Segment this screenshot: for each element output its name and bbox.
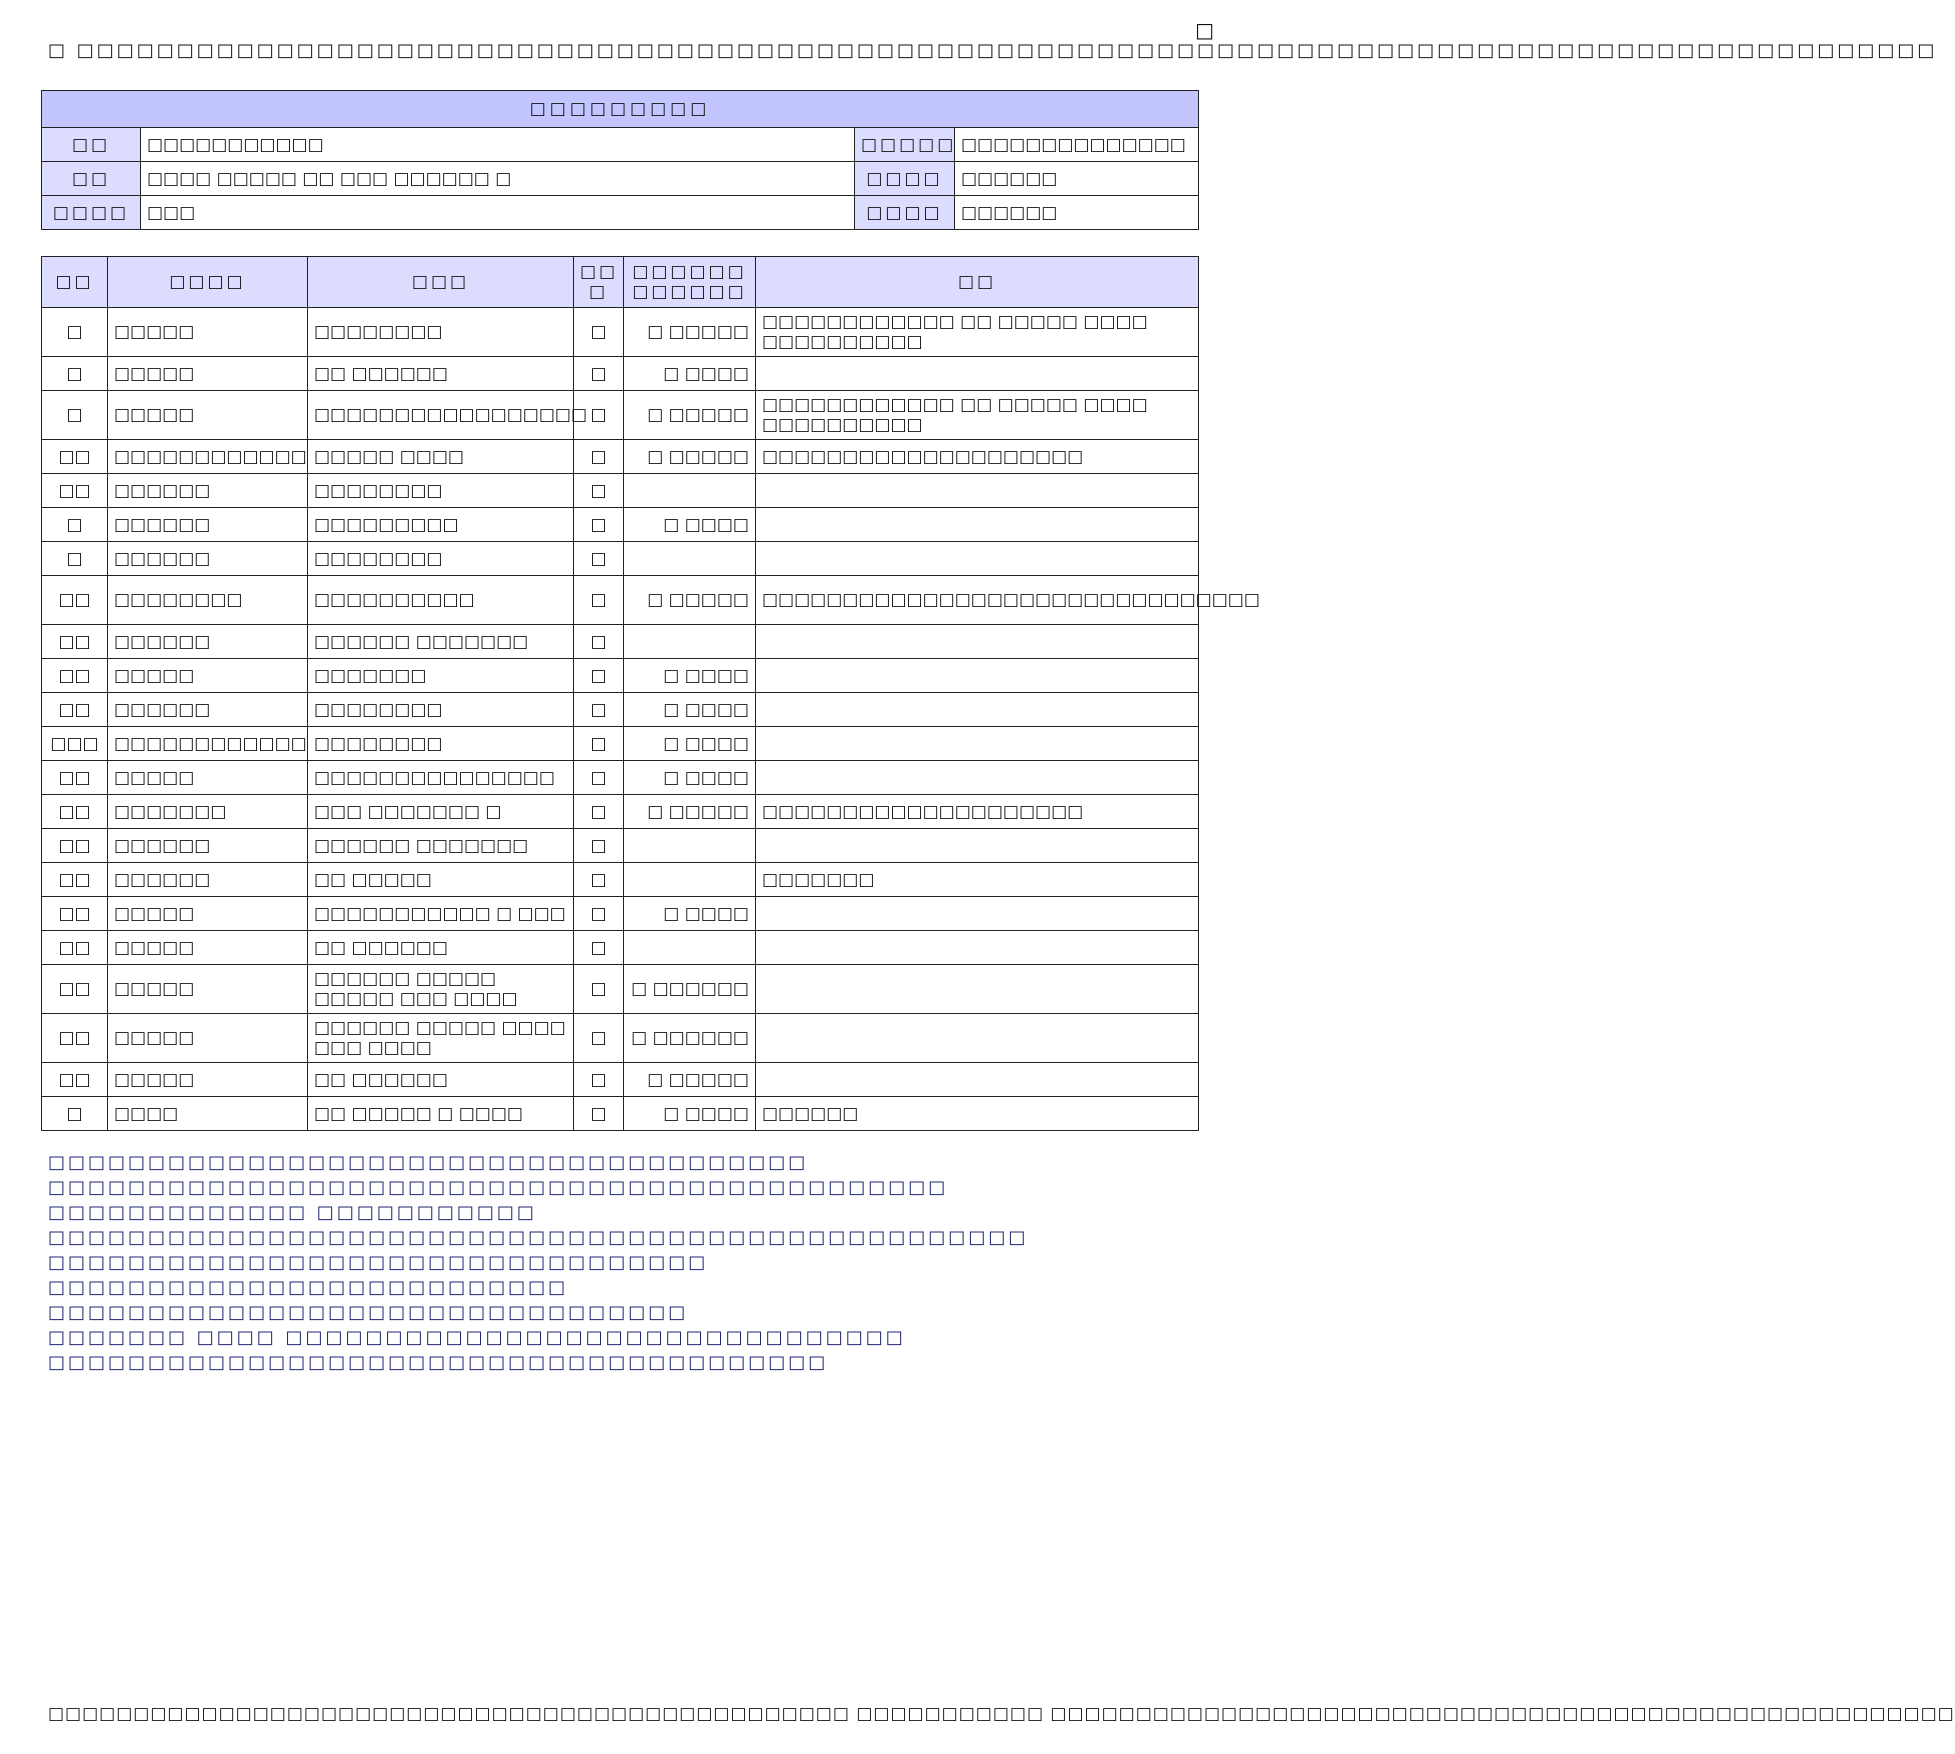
info-value-2: □□□□□□ <box>955 162 1199 196</box>
cell-no: □□ <box>42 863 108 897</box>
cell-name: □□ □□□□□ <box>308 863 574 897</box>
cell-code: □□□□□□ <box>108 693 308 727</box>
table-row <box>42 391 1199 440</box>
cell-no: □ <box>42 391 108 440</box>
cell-code: □□□□□ <box>108 761 308 795</box>
cell-name: □□ □□□□□□ <box>308 931 574 965</box>
cell-price: □ □□□□□ <box>624 795 756 829</box>
page-number: □ <box>1195 18 1214 42</box>
table-row <box>42 761 1199 795</box>
note-line: □□□□□□□□□□□□□□□□□□□□□□□□□□□□□□□□□□□□□□ <box>48 1152 809 1173</box>
cell-price: □ □□□□ <box>624 693 756 727</box>
cell-name: □□□ □□□□□□□ □ <box>308 795 574 829</box>
table-row <box>42 863 1199 897</box>
cell-name: □□□□□□□□ <box>308 308 574 357</box>
cell-code: □□□□□ <box>108 357 308 391</box>
cell-qty: □ <box>574 474 624 508</box>
cell-note: □□□□□□□ <box>756 863 1199 897</box>
cell-note <box>756 931 1199 965</box>
cell-note <box>756 625 1199 659</box>
info-table-title: □□□□□□□□□ <box>42 91 1199 128</box>
table-row <box>42 576 1199 625</box>
cell-note <box>756 829 1199 863</box>
cell-code: □□□□□□□ <box>108 795 308 829</box>
cell-price <box>624 542 756 576</box>
table-row <box>42 659 1199 693</box>
cell-note <box>756 897 1199 931</box>
cell-name: □□□□□□□□□□□□□□□□□ <box>308 391 574 440</box>
cell-note: □□□□□□□□□□□□□□□□□□□□ <box>756 440 1199 474</box>
cell-code: □□□□□□ <box>108 474 308 508</box>
info-label-2: □□□□ <box>855 162 955 196</box>
cell-code: □□□□□ <box>108 897 308 931</box>
cell-price: □ □□□□ <box>624 1097 756 1131</box>
table-row <box>42 931 1199 965</box>
info-value: □□□□ □□□□□ □□ □□□ □□□□□□ □ <box>141 162 855 196</box>
cell-code: □□□□□ <box>108 965 308 1014</box>
table-row <box>42 795 1199 829</box>
cell-no: □ <box>42 357 108 391</box>
table-row <box>42 542 1199 576</box>
col-header-code: □□□□ <box>108 257 308 308</box>
items-header-row <box>42 257 1199 308</box>
note-line: □□□□□□□□□□□□□□□□□□□□□□□□□□□□□□□□□□□□□□□ <box>48 1352 829 1373</box>
cell-no: □□ <box>42 897 108 931</box>
cell-note <box>756 727 1199 761</box>
cell-qty: □ <box>574 897 624 931</box>
cell-no: □□ <box>42 1063 108 1097</box>
cell-code: □□□□□□ <box>108 829 308 863</box>
note-line: □□□□□□□□□□□□□□□□□□□□□□□□□□□□□□□□□□□□□□□□□□□□□ <box>48 1177 949 1198</box>
cell-price: □ □□□□□ <box>624 576 756 625</box>
cell-code: □□□□□□ <box>108 625 308 659</box>
cell-note <box>756 761 1199 795</box>
cell-name: □□□□□□□□ <box>308 727 574 761</box>
cell-code: □□□□□ <box>108 931 308 965</box>
cell-qty: □ <box>574 965 624 1014</box>
table-row <box>42 1097 1199 1131</box>
cell-qty: □ <box>574 576 624 625</box>
cell-note <box>756 474 1199 508</box>
cell-note: □□□□□□□□□□□□□□□□□□□□□□□□□□□□□□□ <box>756 576 1199 625</box>
col-header-no: □□ <box>42 257 108 308</box>
cell-qty: □ <box>574 829 624 863</box>
cell-code: □□□□□□□□ <box>108 576 308 625</box>
info-value: □□□ <box>141 196 855 230</box>
note-line: □□□□□□□□□□□□□ □□□□□□□□□□□ <box>48 1202 537 1223</box>
info-label: □□ <box>42 128 141 162</box>
cell-price: □ □□□□ <box>624 727 756 761</box>
cell-no: □ <box>42 542 108 576</box>
cell-code: □□□□ <box>108 1097 308 1131</box>
cell-price: □ □□□□ <box>624 761 756 795</box>
cell-code: □□□□□□□□□□□□ <box>108 727 308 761</box>
cell-price: □ □□□□□ <box>624 440 756 474</box>
cell-price: □ □□□□□□ <box>624 965 756 1014</box>
note-line: □□□□□□□□□□□□□□□□□□□□□□□□□□ <box>48 1277 569 1298</box>
cell-no: □□ <box>42 576 108 625</box>
cell-name: □□□□□□ □□□□□ □□□□□ □□□ □□□□ <box>308 965 574 1014</box>
cell-price <box>624 625 756 659</box>
table-row <box>42 625 1199 659</box>
cell-price <box>624 474 756 508</box>
table-row <box>42 474 1199 508</box>
cell-note <box>756 542 1199 576</box>
note-line: □□□□□□□□□□□□□□□□□□□□□□□□□□□□□□□□□□□□□□□□□□□□□□□□□ <box>48 1227 1029 1248</box>
cell-note: □□□□□□□□□□□□□□□□□□□□ <box>756 795 1199 829</box>
cell-no: □□ <box>42 795 108 829</box>
cell-price: □ □□□□ <box>624 357 756 391</box>
cell-code: □□□□□□ <box>108 542 308 576</box>
cell-note <box>756 1063 1199 1097</box>
cell-price: □ □□□□ <box>624 659 756 693</box>
cell-price: □ □□□□□□ <box>624 1014 756 1063</box>
cell-qty: □ <box>574 357 624 391</box>
info-value: □□□□□□□□□□□ <box>141 128 855 162</box>
cell-name: □□□□□□ □□□□□□□ <box>308 625 574 659</box>
note-line: □□□□□□□□□□□□□□□□□□□□□□□□□□□□□□□□□ <box>48 1252 709 1273</box>
cell-price: □ □□□□□ <box>624 1063 756 1097</box>
info-value-2: □□□□□□ <box>955 196 1199 230</box>
cell-name: □□ □□□□□ □ □□□□ <box>308 1097 574 1131</box>
table-row <box>42 508 1199 542</box>
cell-name: □□□□□□□□□ <box>308 508 574 542</box>
info-row <box>42 162 1199 196</box>
cell-name: □□ □□□□□□ <box>308 357 574 391</box>
cell-no: □□ <box>42 965 108 1014</box>
col-header-qty: □□ □ <box>574 257 624 308</box>
table-row <box>42 693 1199 727</box>
cell-no: □□ <box>42 931 108 965</box>
cell-qty: □ <box>574 659 624 693</box>
info-table <box>41 90 1199 230</box>
table-row <box>42 727 1199 761</box>
col-header-note: □□ <box>756 257 1199 308</box>
document-header-line: □ □□□□□□□□□□□□□□□□□□□□□□□□□□□□□□□□□□□□□□□□□□□□□□□□□□□□□□□□□□□□□□□□□□□□□□□□□□□□□□□□□□□□□□□□□□□□□ <box>48 40 1938 61</box>
table-row <box>42 308 1199 357</box>
cell-qty: □ <box>574 693 624 727</box>
info-row <box>42 196 1199 230</box>
info-label: □□□□ <box>42 196 141 230</box>
cell-qty: □ <box>574 727 624 761</box>
cell-name: □□□□□□ □□□□□ □□□□ □□□ □□□□ <box>308 1014 574 1063</box>
cell-note <box>756 1014 1199 1063</box>
cell-note <box>756 965 1199 1014</box>
table-row <box>42 357 1199 391</box>
cell-qty: □ <box>574 625 624 659</box>
cell-name: □□□□□□□□ <box>308 693 574 727</box>
cell-price <box>624 863 756 897</box>
cell-note <box>756 357 1199 391</box>
cell-no: □□ <box>42 474 108 508</box>
cell-note: □□□□□□□□□□□□ □□ □□□□□ □□□□ □□□□□□□□□□ <box>756 391 1199 440</box>
cell-name: □□□□□□□□□□□ □ □□□ <box>308 897 574 931</box>
cell-name: □□□□□□□□ <box>308 474 574 508</box>
cell-code: □□□□□ <box>108 1063 308 1097</box>
cell-note <box>756 693 1199 727</box>
cell-price <box>624 829 756 863</box>
table-row <box>42 1014 1199 1063</box>
cell-name: □□□□□□□□□□□□□□□ <box>308 761 574 795</box>
cell-no: □□ <box>42 625 108 659</box>
cell-name: □□□□□ □□□□ <box>308 440 574 474</box>
note-line: □□□□□□□□□□□□□□□□□□□□□□□□□□□□□□□□ <box>48 1302 689 1323</box>
cell-price: □ □□□□ <box>624 897 756 931</box>
cell-no: □□ <box>42 1014 108 1063</box>
cell-qty: □ <box>574 1097 624 1131</box>
info-row <box>42 128 1199 162</box>
cell-no: □□ <box>42 761 108 795</box>
cell-no: □ <box>42 308 108 357</box>
items-body <box>42 308 1260 1131</box>
cell-code: □□□□□ <box>108 308 308 357</box>
table-row <box>42 965 1199 1014</box>
cell-name: □□□□□□□□ <box>308 542 574 576</box>
cell-qty: □ <box>574 1014 624 1063</box>
cell-no: □□□ <box>42 727 108 761</box>
cell-code: □□□□□□ <box>108 508 308 542</box>
cell-no: □□ <box>42 829 108 863</box>
cell-no: □ <box>42 508 108 542</box>
cell-qty: □ <box>574 308 624 357</box>
info-value-2: □□□□□□□□□□□□□□ <box>955 128 1199 162</box>
cell-code: □□□□□□ <box>108 863 308 897</box>
cell-code: □□□□□ <box>108 659 308 693</box>
note-line: □□□□□□□ □□□□ □□□□□□□□□□□□□□□□□□□□□□□□□□□□□□□ <box>48 1327 906 1348</box>
cell-no: □□ <box>42 659 108 693</box>
cell-note: □□□□□□□□□□□□ □□ □□□□□ □□□□ □□□□□□□□□□ <box>756 308 1199 357</box>
cell-name: □□ □□□□□□ <box>308 1063 574 1097</box>
table-row <box>42 1063 1199 1097</box>
cell-code: □□□□□ <box>108 391 308 440</box>
cell-note <box>756 508 1199 542</box>
cell-name: □□□□□□□□□□ <box>308 576 574 625</box>
cell-qty: □ <box>574 795 624 829</box>
cell-name: □□□□□□□ <box>308 659 574 693</box>
cell-qty: □ <box>574 931 624 965</box>
cell-qty: □ <box>574 391 624 440</box>
table-row <box>42 829 1199 863</box>
table-row <box>42 440 1199 474</box>
cell-note: □□□□□□ <box>756 1097 1199 1131</box>
info-label: □□ <box>42 162 141 196</box>
cell-price: □ □□□□ <box>624 508 756 542</box>
cell-name: □□□□□□ □□□□□□□ <box>308 829 574 863</box>
cell-qty: □ <box>574 508 624 542</box>
cell-no: □ <box>42 1097 108 1131</box>
cell-code: □□□□□ <box>108 1014 308 1063</box>
items-table <box>41 256 1260 1131</box>
cell-qty: □ <box>574 1063 624 1097</box>
col-header-price: □□□□□□ □□□□□□ <box>624 257 756 308</box>
cell-price: □ □□□□□ <box>624 391 756 440</box>
cell-code: □□□□□□□□□□□□ <box>108 440 308 474</box>
cell-price <box>624 931 756 965</box>
col-header-name: □□□ <box>308 257 574 308</box>
cell-note <box>756 659 1199 693</box>
page-footer: □□□□□□□□□□□□□□□□□□□□□□□□□□□□□□□□□□□□□□□□□□□□□□□ □□□□□□□□□□□ □□□□□□□□□□□□□□□□□□□□□□□□□□□□□□□□□□□□□□□□□□□□□□□□□□□□□ <box>48 1704 1955 1724</box>
cell-qty: □ <box>574 761 624 795</box>
cell-no: □□ <box>42 440 108 474</box>
notes-section <box>48 1150 1188 1375</box>
cell-qty: □ <box>574 863 624 897</box>
cell-no: □□ <box>42 693 108 727</box>
info-label-2: □□□□□ <box>855 128 955 162</box>
cell-qty: □ <box>574 542 624 576</box>
info-label-2: □□□□ <box>855 196 955 230</box>
table-row <box>42 897 1199 931</box>
cell-qty: □ <box>574 440 624 474</box>
cell-price: □ □□□□□ <box>624 308 756 357</box>
